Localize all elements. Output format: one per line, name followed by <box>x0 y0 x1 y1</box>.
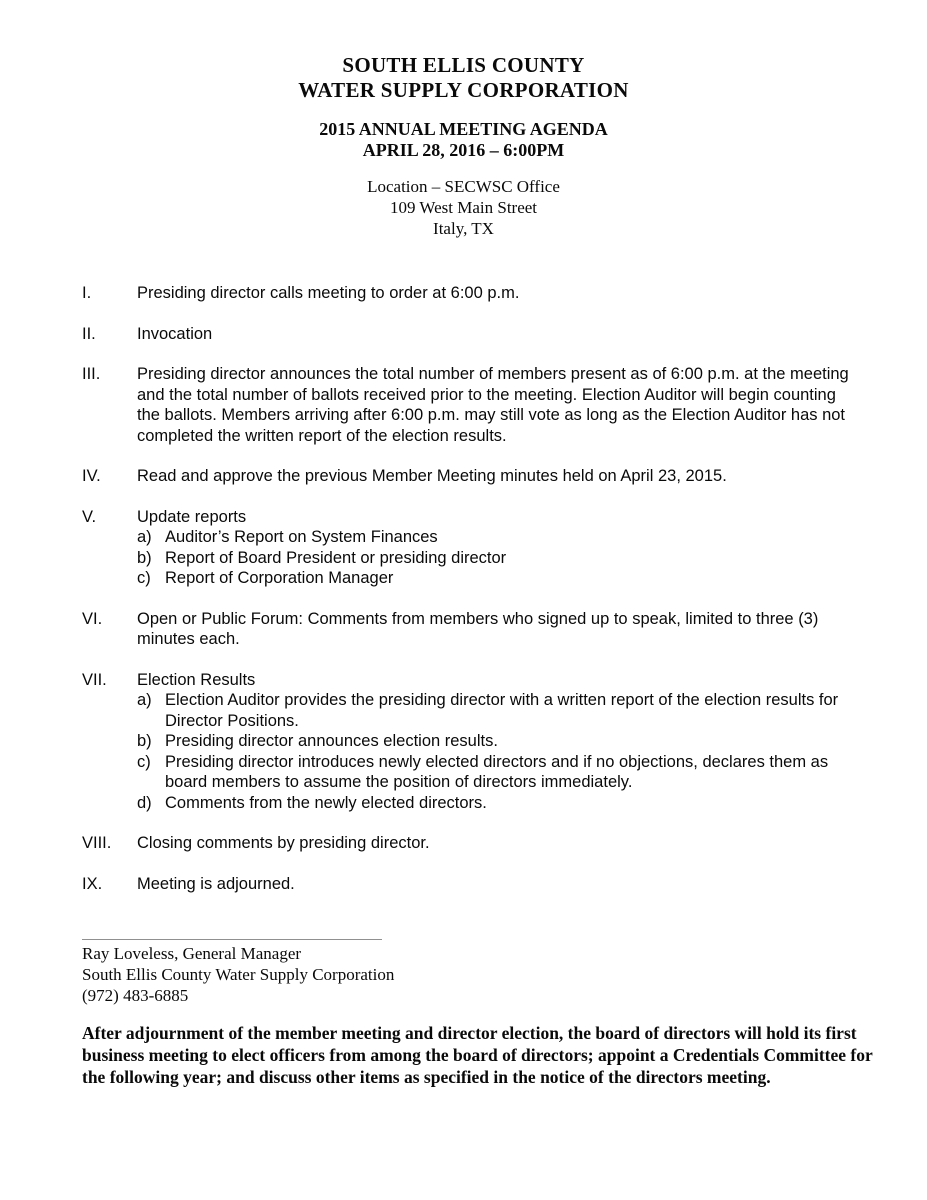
agenda-item-numeral: III. <box>82 365 101 383</box>
agenda-item-8 <box>82 833 863 854</box>
organization-title-line2: WATER SUPPLY CORPORATION <box>298 78 629 102</box>
agenda-item-numeral: I. <box>82 284 92 302</box>
signature-name: Ray Loveless, General Manager <box>82 944 302 963</box>
location-label: Location – SECWSC Office <box>367 177 560 196</box>
agenda-subitem <box>137 527 863 548</box>
document-header <box>0 53 927 239</box>
agenda-item-numeral: IX. <box>82 874 103 893</box>
agenda-item-9 <box>82 874 863 895</box>
agenda-subitem <box>137 548 863 569</box>
agenda-item-text: Open or Public Forum: Comments from members who signed up to speak, limited to three (3) minutes each. <box>137 609 819 648</box>
agenda-item-5 <box>82 507 863 589</box>
agenda-subitem-letter: c) <box>137 569 151 587</box>
agenda-item-6 <box>82 609 863 650</box>
agenda-item-text: Read and approve the previous Member Meeting minutes held on April 23, 2015. <box>137 467 727 485</box>
agenda-subitem-text: Comments from the newly elected directors. <box>165 793 487 812</box>
agenda-item-text: Invocation <box>137 324 213 343</box>
agenda-item-7 <box>82 670 863 814</box>
agenda-subitem-letter: c) <box>137 752 151 771</box>
agenda-item-numeral: II. <box>82 324 96 343</box>
document-footer <box>0 939 927 1088</box>
agenda-subitem-text: Report of Board President or presiding director <box>165 548 507 567</box>
agenda-subitem <box>137 793 863 814</box>
agenda-item-text: Election Results <box>137 670 256 689</box>
meeting-datetime: APRIL 28, 2016 – 6:00PM <box>362 140 565 160</box>
agenda-subitem-text: Presiding director introduces newly elected directors and if no objections, declares them as board members to assume the position of directors immediately. <box>165 752 829 791</box>
agenda-subitem <box>137 690 863 731</box>
agenda-subitem <box>137 568 863 589</box>
agenda-item-text: Closing comments by presiding director. <box>137 834 430 852</box>
agenda-item-3 <box>82 364 863 446</box>
signature-phone: (972) 483-6885 <box>82 986 189 1005</box>
agenda-item-4 <box>82 466 863 487</box>
organization-title <box>0 53 927 103</box>
meeting-title-block <box>0 119 927 161</box>
agenda-subitem-text: Election Auditor provides the presiding director with a written report of the election results for Director Positions. <box>165 691 839 730</box>
agenda-item-text: Update reports <box>137 507 247 526</box>
agenda-subitem <box>137 731 863 752</box>
agenda-item-numeral: VIII. <box>82 834 112 852</box>
location-city: Italy, TX <box>433 219 494 238</box>
agenda-subitem-text: Presiding director announces election results. <box>165 732 498 750</box>
agenda-list <box>0 283 927 894</box>
agenda-subitem-text: Auditor’s Report on System Finances <box>165 528 438 546</box>
meeting-title: 2015 ANNUAL MEETING AGENDA <box>319 119 608 139</box>
agenda-item-numeral: IV. <box>82 467 101 485</box>
agenda-item-2 <box>82 324 863 345</box>
agenda-subitem-letter: b) <box>137 732 152 750</box>
agenda-subitem-letter: b) <box>137 548 152 567</box>
agenda-item-text: Presiding director announces the total number of members present as of 6:00 p.m. at the meeting and the total number of ballots received prior to the meeting. Election Auditor will begin counting the ballots. Members arriving after 6:00 p.m. may still vote as long as the Election Auditor has not completed the written report of the election results. <box>137 365 849 445</box>
agenda-subitem-letter: a) <box>137 528 152 546</box>
agenda-subitem <box>137 752 863 793</box>
agenda-item-numeral: VI. <box>82 609 103 628</box>
agenda-item-1 <box>82 283 863 304</box>
location-street: 109 West Main Street <box>389 198 538 217</box>
signature-organization: South Ellis County Water Supply Corporation <box>82 965 395 984</box>
organization-title-line1: SOUTH ELLIS COUNTY <box>342 53 585 77</box>
agenda-item-text: Presiding director calls meeting to order at 6:00 p.m. <box>137 284 520 302</box>
signature-line <box>82 939 382 940</box>
agenda-item-numeral: V. <box>82 507 97 526</box>
post-adjournment-note: After adjournment of the member meeting and director election, the board of directors will hold its first business meeting to elect officers from among the board of directors; appoint a Credentials Committee for the following year; and discuss other items as specified in the notice of the directors meeting. <box>82 1023 873 1087</box>
location-block <box>0 176 927 239</box>
agenda-subitem-text: Report of Corporation Manager <box>165 569 394 587</box>
agenda-subitem-letter: a) <box>137 691 152 709</box>
agenda-item-numeral: VII. <box>82 670 107 689</box>
agenda-item-text: Meeting is adjourned. <box>137 874 295 893</box>
agenda-subitem-letter: d) <box>137 793 152 812</box>
